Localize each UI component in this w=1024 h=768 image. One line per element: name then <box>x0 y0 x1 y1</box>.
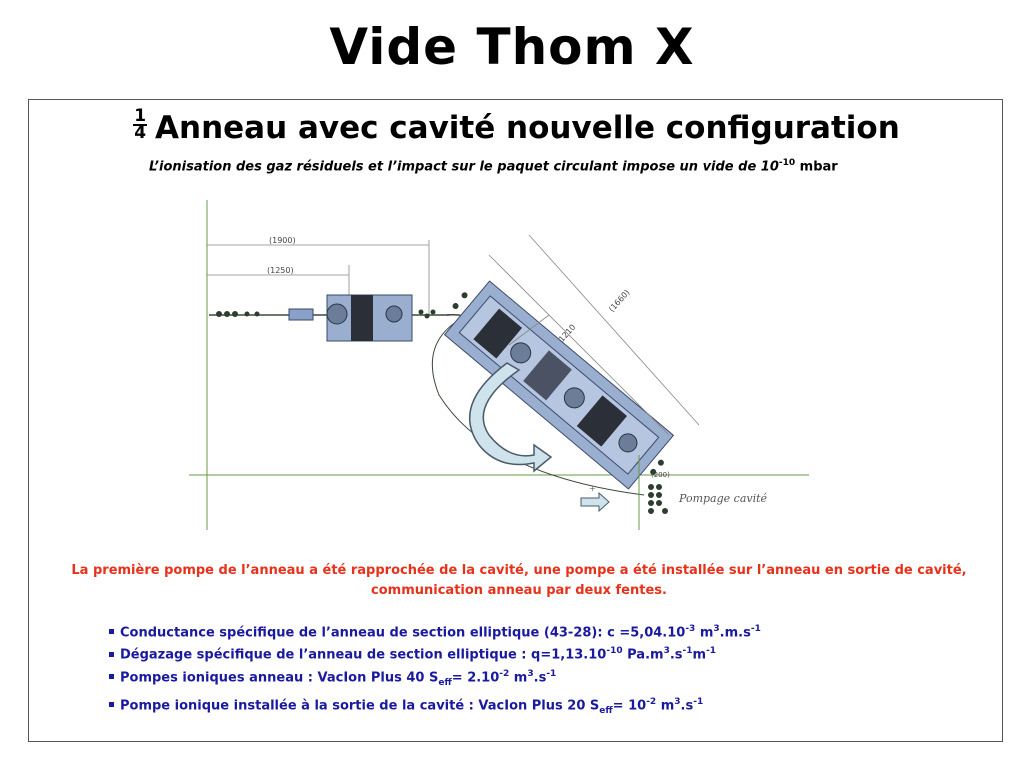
bullet-list <box>109 620 969 721</box>
pump-markers <box>648 484 668 514</box>
dim-1900-label: (1900) <box>269 236 296 245</box>
fraction-quarter: $\frac{1}{4}$ <box>134 105 147 143</box>
dim-1660-label: (1660) <box>607 287 632 314</box>
bullet-square-icon <box>109 629 114 634</box>
rotated-cavity-assembly <box>435 273 682 496</box>
description-text: La première pompe de l’anneau a été rapprochée de la cavité, une pompe a été installée sur l’anneau en sortie de cavité, communication anneau par deux fentes. <box>71 563 967 598</box>
bullet-item-ring-pumps: Pompes ioniques anneau : VacIon Plus 40 $S_{eff}= 2.10^{-2}$ $m^3.s^{-1}$ <box>109 665 969 693</box>
small-magnet <box>289 309 313 320</box>
ring-cavity-diagram <box>189 195 809 535</box>
pumping-annotation: Pompage cavité <box>679 492 768 505</box>
content-frame <box>28 99 1003 742</box>
bullet-item-outgassing: Dégazage spécifique de l’anneau de section elliptique : $q=1,13.10^{-10}$ $Pa.m^3.s^{-1}m^{-1}$ <box>109 642 969 664</box>
bullet-square-icon <box>109 652 114 657</box>
heading-text: Anneau avec cavité nouvelle configuration <box>155 110 900 146</box>
bullet-item-cavity-pump: Pompe ionique installée à la sortie de la cavité : VacIon Plus 20 $S_{eff}= 10^{-2}$ $m^3.s^{-1}$ <box>109 693 969 721</box>
bullet-item-conductance: Conductance spécifique de l’anneau de section elliptique (43-28): $c =5,04.10^{-3}$ $m^3.m.s^{-1}$ <box>109 620 969 642</box>
slide-title: Vide Thom X <box>329 18 695 76</box>
section-heading <box>29 105 1004 146</box>
dim-1250-label: (1250) <box>267 266 294 275</box>
bullet-square-icon <box>109 674 114 679</box>
subtitle: L’ionisation des gaz résiduels et l’impact sur le paquet circulant impose un vide de $10^{-10}$ mbar <box>149 158 838 175</box>
dim-200-label: (200) <box>651 471 670 479</box>
upstream-markers <box>216 311 260 317</box>
dim-1210-label: 1210 <box>557 322 578 344</box>
svg-text:+: + <box>589 484 596 493</box>
bullet-square-icon <box>109 702 114 707</box>
pointer-arrow <box>581 493 609 511</box>
